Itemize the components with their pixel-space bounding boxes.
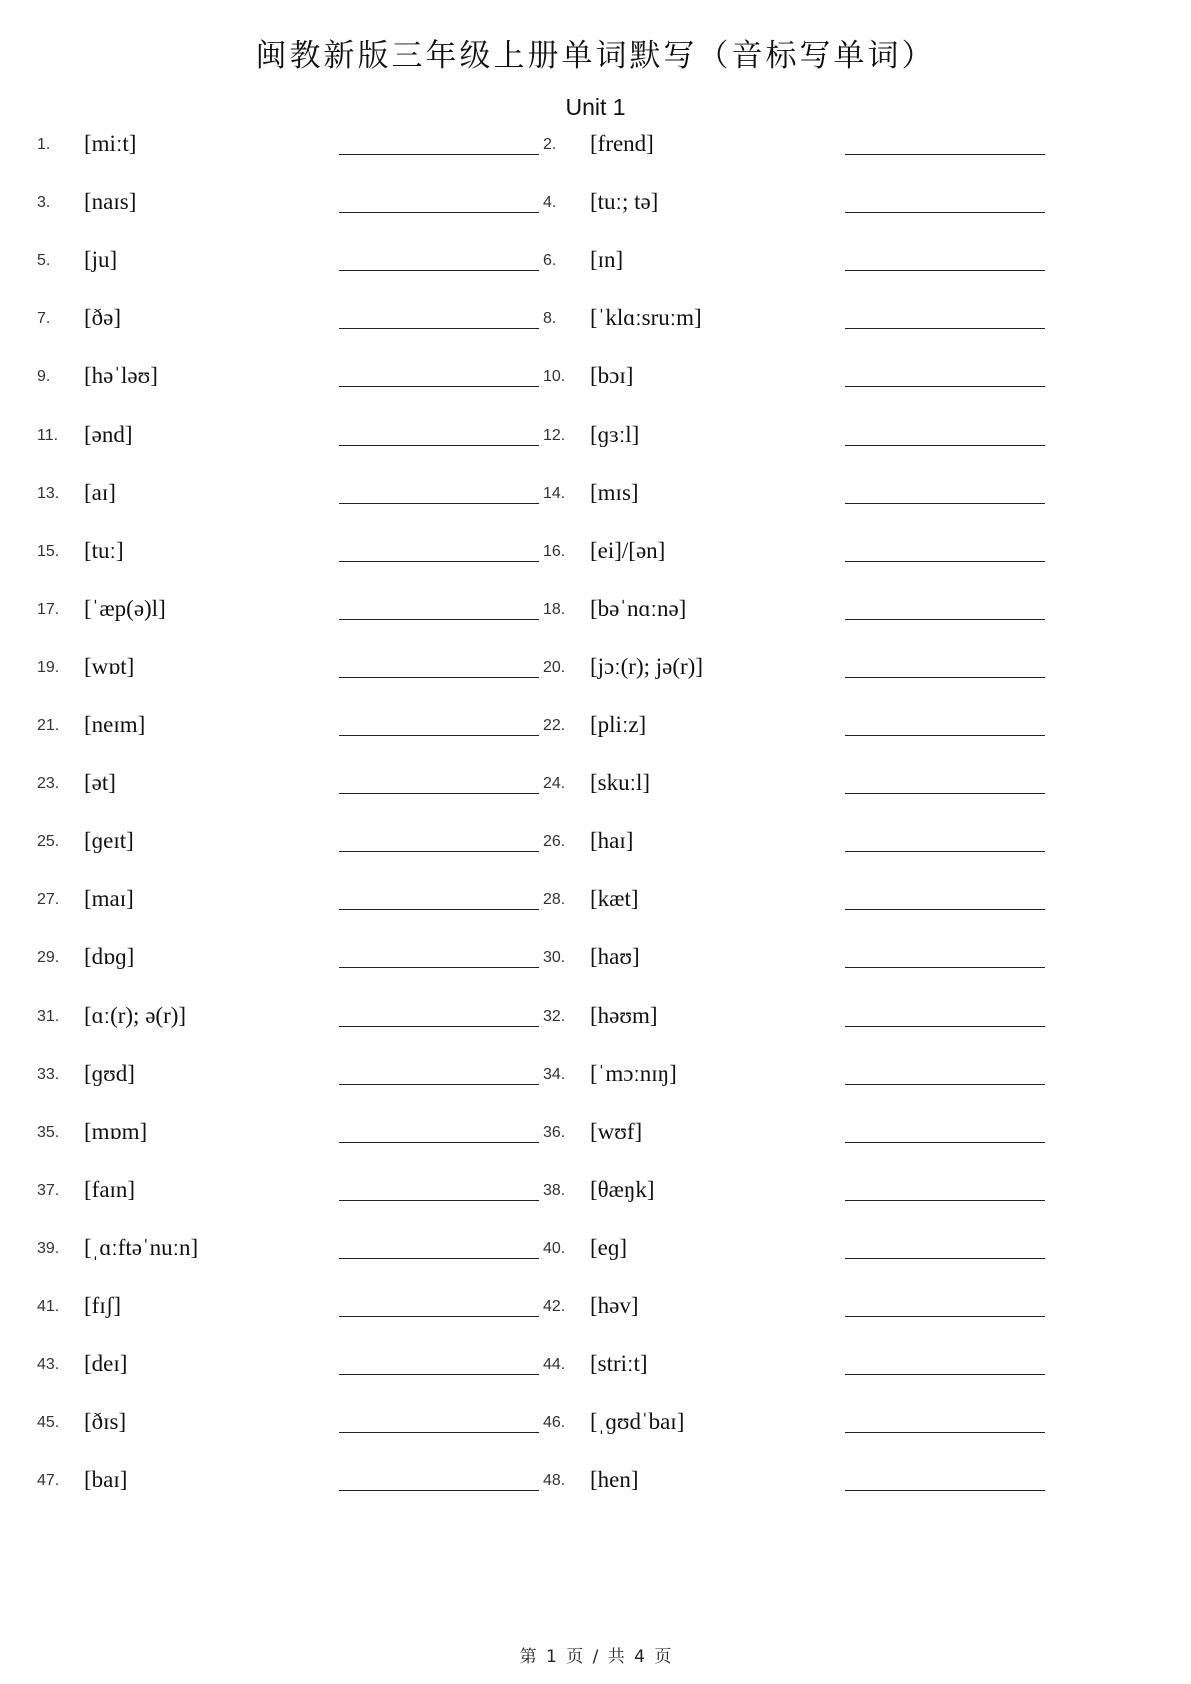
item-number: 45. <box>37 1414 60 1432</box>
answer-blank-line[interactable] <box>845 386 1045 387</box>
item-number: 20. <box>543 658 566 676</box>
phonetic-transcription: [aɪ] <box>84 479 116 505</box>
dictation-item <box>0 418 1191 458</box>
phonetic-transcription: [həˈləʊ] <box>84 363 158 389</box>
item-number: 21. <box>37 717 60 734</box>
dictation-item <box>0 824 1191 864</box>
phonetic-transcription: [ˌɡʊdˈbaɪ] <box>590 1409 685 1435</box>
answer-blank-line[interactable] <box>845 1258 1045 1259</box>
answer-blank-line[interactable] <box>845 561 1045 562</box>
dictation-item <box>0 243 1191 283</box>
item-number: 18. <box>543 600 566 618</box>
dictation-item <box>0 185 1191 225</box>
item-number: 8. <box>543 310 557 328</box>
answer-blank-line[interactable] <box>845 1084 1045 1085</box>
item-number: 9. <box>37 368 51 386</box>
dictation-item <box>0 1231 1191 1271</box>
answer-blank-line[interactable] <box>845 1490 1045 1491</box>
phonetic-transcription: [skuːl] <box>590 770 651 796</box>
item-number: 39. <box>37 1239 60 1257</box>
answer-blank-line[interactable] <box>845 328 1045 329</box>
dictation-item <box>0 1057 1191 1097</box>
phonetic-transcription: [ɡʊd] <box>84 1060 135 1086</box>
item-number: 15. <box>37 542 60 560</box>
phonetic-transcription: [ɡɜːl] <box>590 421 640 447</box>
answer-blank-line[interactable] <box>845 851 1045 852</box>
item-number: 7. <box>37 310 51 328</box>
answer-blank-line[interactable] <box>845 909 1045 910</box>
page-footer: 第 1 页 / 共 4 页 <box>519 1647 672 1667</box>
phonetic-transcription: [ˌɑːftəˈnuːn] <box>84 1234 199 1260</box>
phonetic-transcription: [pliːz] <box>590 712 647 737</box>
dictation-item <box>0 882 1191 922</box>
unit-heading: Unit 1 <box>565 94 626 120</box>
answer-blank-line[interactable] <box>845 270 1045 271</box>
answer-blank-line[interactable] <box>845 1200 1045 1201</box>
phonetic-transcription: [dɒɡ] <box>84 944 135 970</box>
phonetic-transcription: [bəˈnɑːnə] <box>590 595 687 621</box>
item-number: 31. <box>37 1007 60 1025</box>
item-number: 10. <box>543 368 566 386</box>
item-number: 35. <box>37 1123 60 1141</box>
phonetic-transcription: [ənd] <box>84 421 133 447</box>
item-number: 42. <box>543 1298 566 1315</box>
item-number: 38. <box>543 1181 566 1199</box>
phonetic-transcription: [ˈklɑːsruːm] <box>590 305 702 331</box>
answer-blank-line[interactable] <box>845 619 1045 620</box>
phonetic-transcription: [ˈmɔːnɪŋ] <box>590 1060 677 1086</box>
dictation-item <box>0 359 1191 399</box>
item-number: 46. <box>543 1414 566 1432</box>
dictation-item <box>0 708 1191 748</box>
phonetic-transcription: [tuː; tə] <box>590 189 659 215</box>
item-number: 1. <box>37 136 51 153</box>
item-number: 6. <box>543 252 557 270</box>
item-number: 4. <box>543 194 557 212</box>
phonetic-transcription: [həʊm] <box>590 1002 658 1028</box>
phonetic-transcription: [wɒt] <box>84 653 135 679</box>
phonetic-transcription: [ju] <box>84 247 118 273</box>
answer-blank-line[interactable] <box>845 1374 1045 1375</box>
item-number: 28. <box>543 891 566 909</box>
dictation-item <box>0 1405 1191 1445</box>
phonetic-transcription: [frend] <box>590 131 654 156</box>
dictation-item <box>0 650 1191 690</box>
item-number: 25. <box>37 833 60 851</box>
phonetic-transcription: [striːt] <box>590 1351 648 1377</box>
item-number: 33. <box>37 1065 60 1083</box>
item-number: 47. <box>37 1472 60 1490</box>
phonetic-transcription: [mɒm] <box>84 1118 148 1144</box>
answer-blank-line[interactable] <box>845 154 1045 155</box>
item-number: 48. <box>543 1472 566 1490</box>
phonetic-transcription: [ət] <box>84 770 116 796</box>
dictation-item <box>0 534 1191 574</box>
item-number: 32. <box>543 1007 566 1025</box>
dictation-item <box>0 476 1191 516</box>
item-number: 22. <box>543 717 566 734</box>
item-number: 17. <box>37 600 60 618</box>
item-number: 23. <box>37 775 60 793</box>
dictation-item <box>0 1289 1191 1329</box>
dictation-item <box>0 1463 1191 1503</box>
answer-blank-line[interactable] <box>845 1142 1045 1143</box>
phonetic-transcription: [jɔː(r); jə(r)] <box>590 653 704 679</box>
phonetic-transcription: [ɪn] <box>590 247 624 273</box>
phonetic-transcription: [fɪʃ] <box>84 1293 122 1318</box>
phonetic-transcription: [θæŋk] <box>590 1176 655 1202</box>
phonetic-transcription: [haɪ] <box>590 828 634 854</box>
dictation-item <box>0 766 1191 806</box>
answer-blank-line[interactable] <box>845 967 1045 968</box>
answer-blank-line[interactable] <box>845 735 1045 736</box>
phonetic-transcription: [eɡ] <box>590 1234 628 1260</box>
item-number: 24. <box>543 775 566 793</box>
phonetic-transcription: [baɪ] <box>84 1467 128 1493</box>
item-number: 34. <box>543 1065 566 1083</box>
item-number: 40. <box>543 1239 566 1257</box>
phonetic-transcription: [maɪ] <box>84 886 134 912</box>
answer-blank-line[interactable] <box>845 677 1045 678</box>
worksheet-title: 闽教新版三年级上册单词默写（音标写单词） <box>255 38 936 74</box>
item-number: 19. <box>37 658 60 676</box>
item-number: 3. <box>37 194 51 212</box>
phonetic-transcription: [ɑː(r); ə(r)] <box>84 1002 187 1028</box>
phonetic-transcription: [deɪ] <box>84 1351 128 1377</box>
item-number: 14. <box>543 484 566 502</box>
item-number: 27. <box>37 891 60 909</box>
phonetic-transcription: [kæt] <box>590 886 639 912</box>
phonetic-transcription: [hen] <box>590 1467 639 1493</box>
answer-blank-line[interactable] <box>845 1432 1045 1433</box>
phonetic-transcription: [wʊf] <box>590 1118 643 1144</box>
dictation-item <box>0 1347 1191 1387</box>
phonetic-transcription: [haʊ] <box>590 944 640 970</box>
item-number: 13. <box>37 484 60 502</box>
item-number: 5. <box>37 252 51 270</box>
item-number: 16. <box>543 542 566 560</box>
phonetic-transcription: [ɡeɪt] <box>84 828 134 854</box>
answer-blank-line[interactable] <box>845 793 1045 794</box>
answer-blank-line[interactable] <box>845 1316 1045 1317</box>
phonetic-transcription: [bɔɪ] <box>590 363 634 389</box>
item-number: 43. <box>37 1356 60 1374</box>
phonetic-transcription: [ei]/[ən] <box>590 537 666 563</box>
item-number: 29. <box>37 949 60 967</box>
item-number: 12. <box>543 426 566 444</box>
dictation-item <box>0 592 1191 632</box>
item-number: 26. <box>543 833 566 851</box>
item-number: 30. <box>543 949 566 967</box>
dictation-item <box>0 940 1191 980</box>
phonetic-transcription: [mɪs] <box>590 479 639 505</box>
phonetic-transcription: [tuː] <box>84 537 124 563</box>
dictation-item <box>0 301 1191 341</box>
phonetic-transcription: [ˈæp(ə)l] <box>84 595 166 621</box>
item-number: 11. <box>37 426 59 444</box>
phonetic-transcription: [həv] <box>590 1293 639 1318</box>
answer-blank-line[interactable] <box>845 212 1045 213</box>
answer-blank-line[interactable] <box>845 503 1045 504</box>
dictation-item <box>0 1115 1191 1155</box>
phonetic-transcription: [ðɪs] <box>84 1409 127 1435</box>
answer-blank-line[interactable] <box>845 1026 1045 1027</box>
phonetic-transcription: [naɪs] <box>84 189 137 215</box>
phonetic-transcription: [ðə] <box>84 305 122 331</box>
phonetic-transcription: [miːt] <box>84 131 137 156</box>
item-number: 2. <box>543 136 557 153</box>
dictation-item <box>0 1173 1191 1213</box>
dictation-item <box>0 999 1191 1039</box>
item-number: 44. <box>543 1356 566 1374</box>
item-number: 36. <box>543 1123 566 1141</box>
phonetic-transcription: [faɪn] <box>84 1176 136 1202</box>
item-number: 37. <box>37 1181 60 1199</box>
phonetic-transcription: [neɪm] <box>84 712 146 737</box>
answer-blank-line[interactable] <box>845 445 1045 446</box>
item-number: 41. <box>37 1298 60 1315</box>
dictation-item <box>0 127 1191 167</box>
